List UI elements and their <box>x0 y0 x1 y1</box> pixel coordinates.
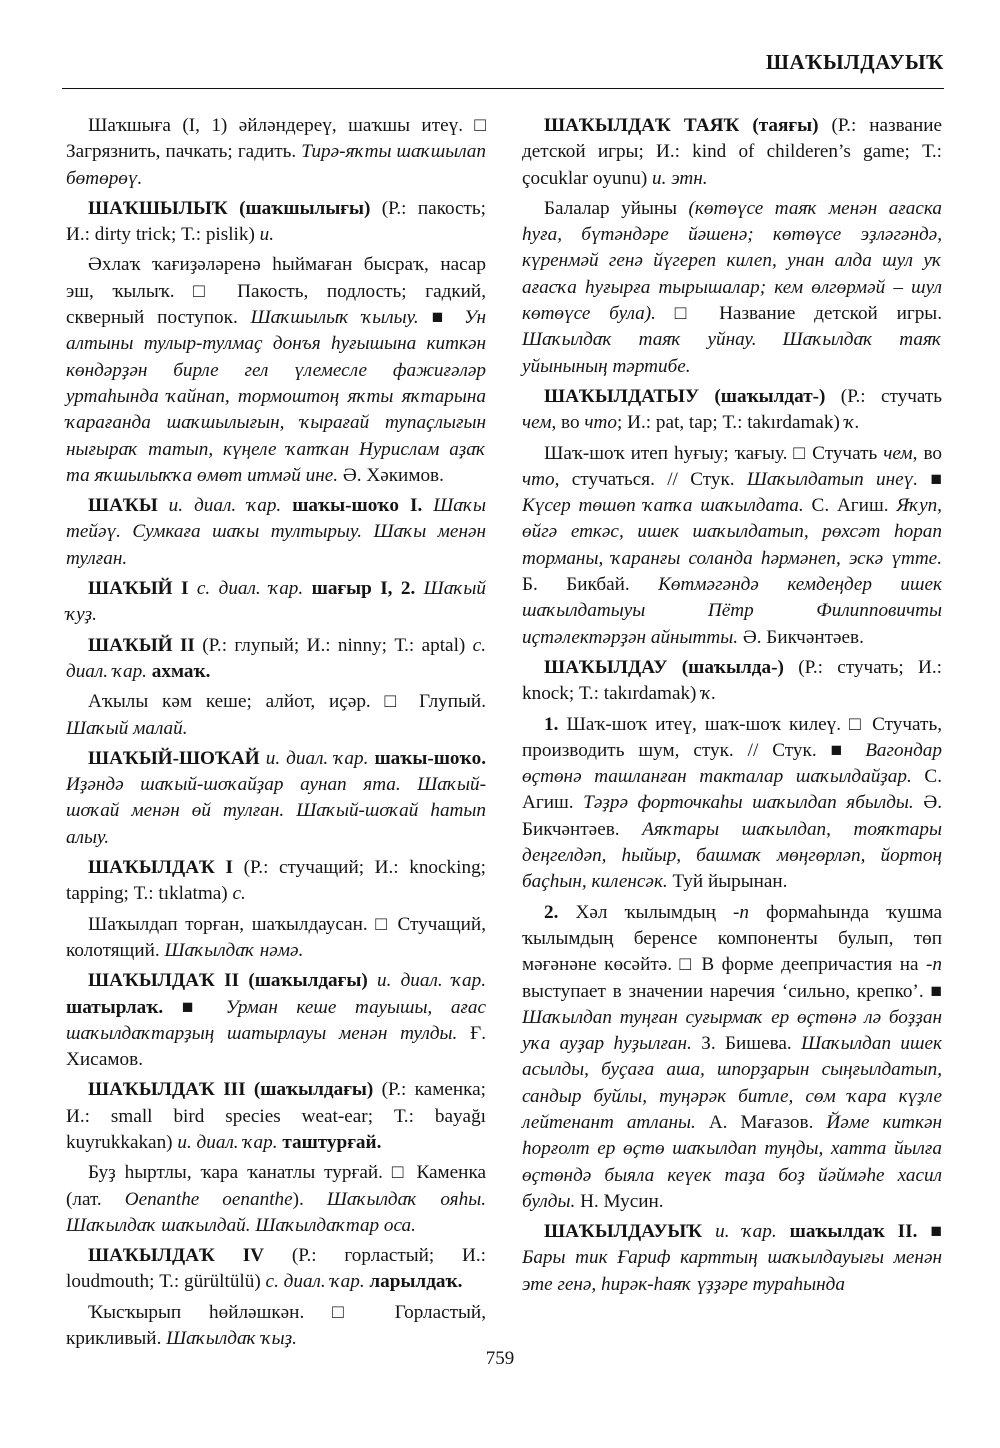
suffix: -п <box>926 954 942 976</box>
sense-2 <box>522 900 942 1216</box>
example-text: Тирә-яҡты шаҡшылап бөтөрөү. <box>66 141 486 189</box>
grammar-note: чем <box>522 412 552 434</box>
definition-text: Әхлаҡ ҡағиҙәләренә һыймаған бысраҡ, насар эш, ҡылыҡ. □ Пакость, подлость; гадкий, скверный поступок. <box>66 254 486 329</box>
headword: ШАҠЫЛДАУ (шаҡылда-) <box>544 656 784 678</box>
headword: ШАҠЫЛДАУЫҠ <box>544 1221 703 1243</box>
cross-reference: ларылдаҡ. <box>369 1271 463 1293</box>
definition-shakyldak-4 <box>66 1300 486 1353</box>
label: с. диал. ҡар. <box>66 634 486 682</box>
cross-reference: шаҡылдаҡ II. <box>789 1221 918 1243</box>
quotation-text: Ун алтыны тулыр-тулмаҫ донъя һуғышына киткән көндәрҙән бирле гел үлемесле фажиғәләр уртаһында ҡайнап, тормоштоң яҡты яҡтарына ҡарағанда шаҡшылығын, ҡырағай тупаҫлығын нығыраҡ татып, күңеле ҡатҡан Нурислам аҙаҡ та яҡшылыҡҡа өмөт итмәй ине. <box>66 307 487 486</box>
part-of-speech: ҡ. <box>701 683 717 705</box>
grammar-note: что <box>522 468 555 490</box>
headword: ШАҠЫЛДАҠ ТАЯҠ (таяғы) <box>544 115 819 136</box>
entry-shakyldak-tayak <box>522 113 942 192</box>
author: А. Мағазов. <box>695 1111 827 1133</box>
label: с. диал. ҡар. <box>188 578 312 600</box>
definition-text: □ Название детской игры. <box>655 303 942 325</box>
sense-number: 1. <box>544 713 559 735</box>
translations: (Р.: каменка; И.: small bird species weat-ear; Т.: bayağı kuyrukkakan) <box>66 1079 486 1153</box>
entry-shakyldak-1 <box>66 855 486 908</box>
entry-shakyi-1 <box>66 576 486 629</box>
example-text: Шаҡый ҡуҙ. <box>66 578 486 626</box>
author: Н. Мусин. <box>575 1190 664 1212</box>
example-text: Шаҡшылыҡ ҡылыу. <box>250 307 419 329</box>
quotation-text: Яҡуп, өйгә еткәс, ишек шаҡылдатып, рөхсәт һорап торманы, ҡаранғы соланда һәрмәнеп, эскә үтте. <box>522 495 942 569</box>
latin-name: Oenanthe oenanthe <box>124 1188 293 1210</box>
definition-text: выступает в значении наречия ‘сильно, крепко’. ■ <box>522 980 942 1002</box>
cross-reference: шағыр I, 2. <box>311 578 416 600</box>
quotation-text: Көтмәгәндә кемдеңдер ишек шаҡылдатыуы Пётр Филипповичты иҫтәлектәрҙән айнытты. <box>522 574 942 648</box>
quotation-text: Шаҡылдап туңған суғырмаҡ ер өҫтөнә лә боҙҙан уҡа ауҙар һуҙылған. <box>522 1006 942 1055</box>
punctuation: ). <box>292 1188 327 1210</box>
headword: ШАҠЫЛДАҠ I <box>88 857 233 879</box>
example-text: Шаҡылдаҡ таяҡ уйнау. Шаҡылдаҡ таяҡ уйынының тәртибе. <box>522 329 942 377</box>
label: и. диал. ҡар. <box>259 747 375 769</box>
example-text: Шаҡылдаҡ ояһы. Шаҡылдаҡ шаҡылдай. Шаҡылдаҡтар оса. <box>66 1188 486 1236</box>
label: и. ҡар. <box>702 1221 790 1243</box>
entry-shakyldauyk <box>522 1219 942 1298</box>
headword: ШАҠЫЛДАТЫУ (шаҡылдат-) <box>544 385 826 407</box>
author: Б. Бикбай. <box>522 574 659 596</box>
headword: ШАҠЫЙ-ШОҠАЙ <box>88 747 260 769</box>
definition-shakyldak-3 <box>66 1160 486 1239</box>
quotation-text: Тәҙрә форточкаһы шаҡылдап ябылды. <box>583 792 914 814</box>
part-of-speech: с. <box>232 883 246 905</box>
example-text: Шаҡый малай. <box>66 717 188 739</box>
page-number: 759 <box>485 1348 515 1369</box>
example-text: Шаҡылдатып инеү. <box>746 468 919 490</box>
translations: (Р.: горластый; И.: loudmouth; Т.: gürültülü) <box>66 1245 486 1293</box>
definition-text: Шаҡ-шоҡ итеп һуғыу; ҡағыу. □ Стучать <box>544 442 884 464</box>
translations: (Р.: стучать <box>825 385 942 407</box>
entry-shakyi-shokai <box>66 746 486 851</box>
definition-text: формаһында ҡушма ҡылымдың беренсе компоненты булып, төп мәғәнәне көсәйтә. □ В форме деепричастия на <box>522 901 942 976</box>
headword: ШАҠЫЛДАҠ III (шаҡылдағы) <box>88 1079 374 1101</box>
entry-shakyldak-2 <box>66 968 486 1073</box>
cross-reference: шаҡы-шоҡо. <box>374 747 486 769</box>
author: Ә. Хәкимов. <box>338 464 444 486</box>
definition-shakyldatyu <box>522 441 942 651</box>
example-text: Шаҡылдаҡ нәмә. <box>164 939 304 961</box>
entry-shakyldak-3 <box>66 1077 486 1156</box>
entry-shakyldatyu <box>522 384 942 437</box>
entry-continuation <box>66 113 486 192</box>
translations: (Р.: пакость; И.: dirty trick; Т.: pislik) <box>66 197 487 246</box>
example-text: Шаҡы тейәү. Сумкаға шаҡы тултырыу. Шаҡы менән тулған. <box>66 495 486 569</box>
running-head: ШАҠЫЛДАУЫҠ <box>765 50 944 74</box>
label: с. диал. ҡар. <box>265 1271 370 1293</box>
author: Ғ. Хисамов. <box>66 1022 486 1071</box>
suffix: -п <box>733 901 750 923</box>
definition-text: , во <box>912 442 942 464</box>
entry-shakshylyk <box>66 196 486 249</box>
cross-reference: таштурғай. <box>282 1131 382 1153</box>
part-of-speech: ҡ. <box>844 412 860 434</box>
cross-reference: шатырлаҡ. <box>66 996 164 1018</box>
translations: , во <box>551 412 585 434</box>
quotation-text: Шаҡылдап ишек асылды, буҫаға аша, шпорҙарын сыңғылдатып, сандыр буйлы, туңәрәк битле, сөм ҡара күҙле лейтенант атланы. <box>522 1033 942 1133</box>
quotation-text: Бары тик Ғариф карттың шаҡылдауығы менән эте генә, һирәк-һаяҡ үҙҙәре тураһында <box>522 1247 942 1295</box>
example-text: Шаҡылдаҡ ҡыҙ. <box>166 1328 297 1350</box>
label: и. этн. <box>652 167 708 189</box>
headword: ШАҠЫЛДАҠ IV <box>88 1245 265 1267</box>
cross-reference: шаҡы-шоҡо I. <box>292 495 423 517</box>
label: и. диал. ҡар. <box>367 970 486 992</box>
definition-shakyldak-1 <box>66 912 486 965</box>
headword: ШАҠЫЙ I <box>88 578 189 600</box>
entry-shakyldak-4 <box>66 1243 486 1296</box>
entry-shaky <box>66 493 486 572</box>
sense-1 <box>522 712 942 896</box>
translations: (Р.: стучать; И.: knock; Т.: takırdamak) <box>522 656 942 705</box>
entry-shakyldau <box>522 655 942 708</box>
sense-number: 2. <box>544 901 559 923</box>
headword: ШАҠЫЙ II <box>88 634 195 656</box>
quotation-text: Аяҡтары шаҡылдап, тояҡтары деңгелдәп, һыйыр, башмаҡ мөңгөрләп, йортоң баҫһын, киленсәк. <box>522 818 942 893</box>
part-of-speech: и. <box>259 224 275 246</box>
translations: ; И.: pat, tap; Т.: takırdamak) <box>616 412 845 434</box>
quote-marker: ■ <box>918 468 942 490</box>
quote-marker: ■ <box>418 307 465 329</box>
definition-shakshylyk <box>66 252 486 489</box>
translations: (Р.: стучащий; И.: knocking; tapping; Т.: tıklatma) <box>66 857 486 905</box>
definition-text: Шаҡшыға (I, 1) әйләндереү, шаҡшы итеү. □ Загрязнить, пачкать; гадить. <box>66 115 486 163</box>
definition-text: Шаҡ-шоҡ итеү, шаҡ-шоҡ килеү. □ Стучать, производить шум, стук. // Стук. ■ <box>522 713 942 761</box>
label: и. диал. ҡар. <box>177 1131 283 1153</box>
author: Ә. Бикчәнтәев. <box>522 792 942 840</box>
definition-shakyldak-tayak <box>522 196 942 380</box>
grammar-note: чем <box>883 442 913 464</box>
quotation-text: Урман кеше тауышы, ағас шаҡылдаҡтарҙың шатырлауы менән тулды. <box>66 996 487 1044</box>
author: С. Агиш. <box>522 766 942 814</box>
translations: (Р.: глупый; И.: ninny; Т.: aptal) <box>194 634 473 656</box>
right-column <box>522 113 942 1302</box>
definition-text: Шаҡылдап торған, шаҡылдаусан. □ Стучащий, колотящий. <box>66 913 486 961</box>
definition-text: Хәл ҡылымдың <box>558 901 734 923</box>
author: Ә. Бикчәнтәев. <box>738 626 864 648</box>
definition-text: Ҡысҡырып һөйләшкән. □ Горластый, крикливый. <box>66 1301 486 1350</box>
quotation-text: Күсер төшөп ҡапҡа шаҡылдата. <box>522 495 804 517</box>
author: Туй йырынан. <box>667 871 788 893</box>
author: З. Бишева. <box>691 1033 802 1055</box>
quote-marker: ■ <box>163 996 226 1018</box>
author: С. Агиш. <box>803 495 897 517</box>
definition-shakyi <box>66 689 486 742</box>
cross-reference: ахмаҡ. <box>151 660 211 682</box>
quotation-text: Йәме киткән һорғолт ер өҫтө шаҡылдап туңды, хатта йылға өҫтөндә быяла кеүек таҙа боҙ йәймәһе хасил булды. <box>522 1111 942 1212</box>
label: и. диал. ҡар. <box>157 495 293 517</box>
definition-text: , стучаться. // Стук. <box>554 468 747 490</box>
definition-gloss: (көтөүсе таяҡ менән ағаска һуға, бүтәндәре йәшенә; көтөүсе эҙләгәндә, күренмәй генә йүгереп килеп, унан алда шул уҡ ағасҡа һуғырға тырышалар; кем өлгөрмәй – шул көтөүсе була). <box>522 197 942 325</box>
quote-marker: ■ <box>917 1221 942 1243</box>
quotation-text: Вагондар өҫтөнә ташланған такталар шаҡылдайҙар. <box>522 739 942 788</box>
headword: ШАҠЫ <box>88 495 158 517</box>
translations: (Р.: название детской игры; И.: kind of childeren’s game; Т.: çocuklar oyunu) <box>522 115 943 189</box>
left-column <box>66 113 486 1356</box>
grammar-note: что <box>584 412 617 434</box>
definition-text: Аҡылы кәм кеше; алйот, иҫәр. □ Глупый. <box>88 691 486 713</box>
headword: ШАҠЫЛДАҠ II (шаҡылдағы) <box>88 970 368 992</box>
definition-text: Буҙ һыртлы, ҡара ҡанатлы турғай. □ Каменка (лат. <box>66 1162 486 1210</box>
header-rule <box>62 88 944 89</box>
example-text: Иҙәндә шаҡый-шоҡайҙар аунап ята. Шаҡый-шоҡай менән өй тулған. Шаҡый-шоҡай һатып алыу. <box>66 774 486 848</box>
headword: ШАҠШЫЛЫҠ (шаҡшылығы) <box>88 197 371 219</box>
definition-text: Балалар уйыны <box>544 197 689 219</box>
entry-shakyi-2 <box>66 633 486 686</box>
